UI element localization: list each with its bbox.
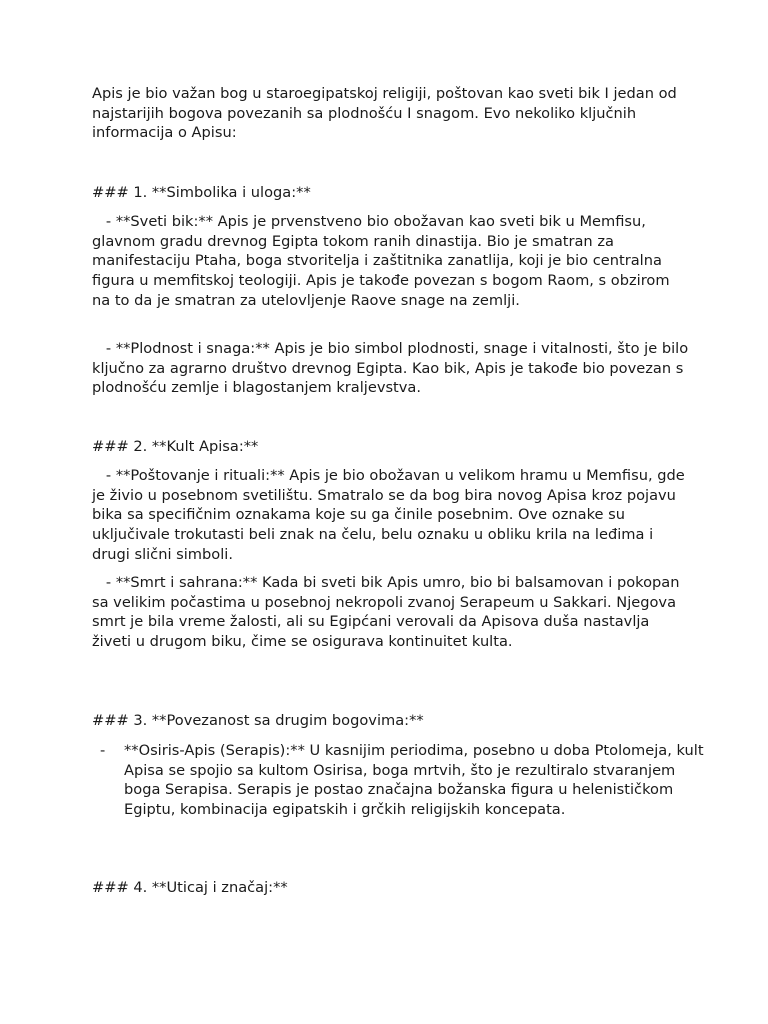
section-2-paragraph-1: - **Poštovanje i rituali:** Apis je bio obožavan u velikom hramu u Memfisu, gde je živio u posebnom svetilištu. Smatralo se da bog bira novog Apisa kroz pojavu bika sa specifičnim oznakama koje su ga činile posebnim. Ove oznake su uključivale trokutasti beli znak na čelu, belu oznaku u obliku krila na leđima i drugi slični simboli.	[92, 467, 690, 563]
section-1-heading: ### 1. **Simbolika i uloga:**	[92, 184, 311, 201]
section-1-paragraph-1: - **Sveti bik:** Apis je prvenstveno bio obožavan kao sveti bik u Memfisu, glavnom gradu drevnog Egipta tokom ranih dinastija. Bio je smatran za manifestaciju Ptaha, boga stvoritelja i zaštitnika zanatlija, koji je bio centralna figura u memfitskoj teologiji. Apis je takođe povezan s bogom Raom, s obzirom na to da je smatran za utelovljenje Raove snage na zemlji.	[92, 213, 675, 309]
list-item-marker: -	[100, 742, 106, 759]
intro-paragraph: Apis je bio važan bog u staroegipatskoj religiji, poštovan kao sveti bik I jedan od najstarijih bogova povezanih sa plodnošću I snagom. Evo nekoliko ključnih informacija o Apisu:	[92, 85, 682, 142]
section-3-list-item: **Osiris-Apis (Serapis):** U kasnijim periodima, posebno u doba Ptolomeja, kult Apisa se spojio sa kultom Osirisa, boga mrtvih, što je rezultiralo stvaranjem boga Serapisa. Serapis je postao značajna božanska figura u helenističkom Egiptu, kombinacija egipatskih i grčkih religijskih koncepata.	[124, 742, 709, 819]
section-3-heading: ### 3. **Povezanost sa drugim bogovima:**	[92, 712, 424, 729]
section-2-heading: ### 2. **Kult Apisa:**	[92, 438, 259, 455]
section-1-paragraph-2: - **Plodnost i snaga:** Apis je bio simbol plodnosti, snage i vitalnosti, što je bilo ključno za agrarno društvo drevnog Egipta. Kao bik, Apis je takođe bio povezan s plodnošću zemlje i blagostanjem kraljevstva.	[92, 340, 693, 397]
section-4-heading: ### 4. **Uticaj i značaj:**	[92, 879, 288, 896]
section-2-paragraph-2: - **Smrt i sahrana:** Kada bi sveti bik Apis umro, bio bi balsamovan i pokopan sa velikim počastima u posebnoj nekropoli zvanoj Serapeum u Sakkari. Njegova smrt je bila vreme žalosti, ali su Egipćani verovali da Apisova duša nastavlja živeti u drugom biku, čime se osigurava kontinuitet kulta.	[92, 574, 685, 651]
